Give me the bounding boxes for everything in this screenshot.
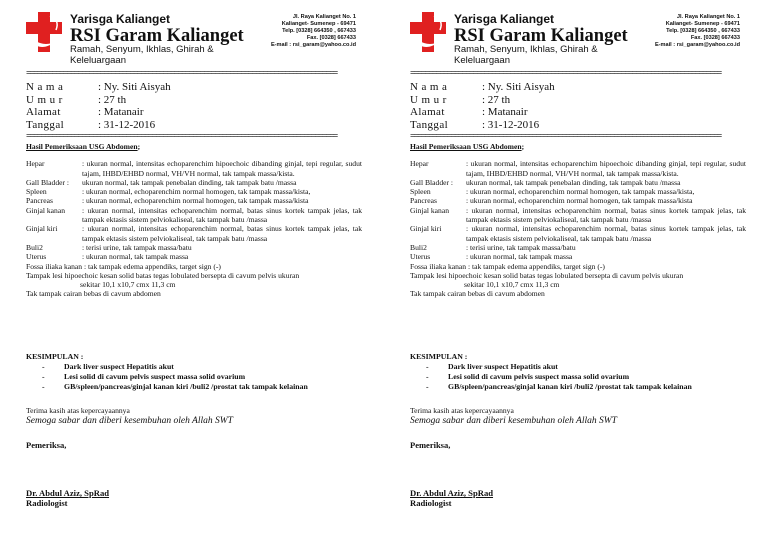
conclusion-title: KESIMPULAN : [26, 352, 84, 361]
finding-label: Ginjal kiri [26, 224, 58, 234]
hospital-name: RSI Garam Kalianget [454, 26, 628, 46]
patient-row-date [410, 119, 555, 132]
finding-row-ginjal-kiri [410, 224, 746, 243]
finding-value: : ukuran normal, echoparenchim normal homogen, tak tampak massa/kista [82, 196, 309, 206]
divider-rule: ==================================================================================== [410, 133, 721, 140]
conclusion-item: - Lesi solid di cavum pelvis suspect massa solid ovarium [42, 372, 246, 381]
doctor-role: Radiologist [26, 498, 68, 508]
patient-row-name [26, 81, 171, 94]
conclusion-item: - Dark liver suspect Hepatitis akut [42, 362, 174, 371]
finding-value: : ukuran normal, intensitas echoparenchim normal, batas sinus kortek tampak jelas, tak tampak ektasis sistem pelviokaliseal, tak tampak batu /massa [82, 205, 362, 225]
conclusion-item: - GB/spleen/pancreas/ginjal kanan kiri /buli2 /prostat tak tampak kelainan [42, 382, 308, 391]
finding-label: Hepar [26, 159, 45, 169]
conclusion-item: - Dark liver suspect Hepatitis akut [426, 362, 558, 371]
finding-row-gall-bladder [410, 178, 746, 187]
finding-value: : ukuran normal, intensitas echoparenchim normal, batas sinus kortek tampak jelas, tak tampak ektasis sistem pelviokaliseal, tak tampak batu /massa [466, 205, 746, 225]
fax-line: Fax. [0328] 667433 [690, 35, 740, 41]
patient-label: Alamat [410, 106, 445, 118]
finding-label: Hepar [410, 159, 429, 169]
finding-label: Buli2 [26, 242, 43, 252]
address-line: Kalianget- Sumenep - 69471 [665, 21, 740, 27]
patient-value: : Matanair [482, 106, 528, 118]
patient-row-name [410, 81, 555, 94]
exam-title-suffix: ; [521, 142, 525, 151]
patient-row-address [410, 106, 555, 119]
exam-title [26, 142, 362, 151]
finding-value: : ukuran normal, echoparenchim normal homogen, tak tampak massa/kista [466, 196, 693, 206]
conclusion-item-text: GB/spleen/pancreas/ginjal kanan kiri /buli2 /prostat tak tampak kelainan [448, 382, 692, 391]
finding-value: : terisi urine, tak tampak massa/batu [82, 242, 192, 252]
finding-label: Ginjal kiri [410, 224, 442, 234]
exam-title-text: Hasil Pemeriksaan USG Abdomen [26, 142, 138, 151]
finding-value: : ukuran normal, echoparenchim normal homogen, tak tampak massa/kista, [82, 187, 311, 197]
finding-fluid: Tak tampak cairan bebas di cavum abdomen [410, 289, 545, 299]
hospital-name: RSI Garam Kalianget [70, 26, 244, 46]
phone-line: Telp. [0328] 664350 , 667433 [282, 28, 356, 34]
patient-value: : Ny. Siti Aisyah [482, 81, 555, 93]
finding-value: : ukuran normal, intensitas echoparenchim hipoechoic dibanding ginjal, tepi regular, sudut tajam, IHBD/EHBD normal, VH/VH normal, tak tampak massa/kista. [82, 159, 362, 178]
exam-results [410, 142, 746, 299]
email-line: E-mail : rsi_garam@yahoo.co.id [270, 42, 356, 48]
finding-lesion: Tampak lesi hipoechoic kesan solid batas tegas lobulated bersepta di cavum pelvis ukuran [410, 270, 684, 280]
finding-row-ginjal-kanan [26, 206, 362, 225]
finding-lesion: Tampak lesi hipoechoic kesan solid batas tegas lobulated bersepta di cavum pelvis ukuran [26, 270, 300, 280]
patient-row-age [26, 94, 171, 107]
address-line: Kalianget- Sumenep - 69471 [281, 21, 356, 27]
finding-row-buli [410, 243, 746, 252]
finding-label: Pancreas [410, 196, 437, 206]
patient-label: N a m a [26, 81, 64, 93]
finding-row-uterus [410, 252, 746, 261]
hospital-address [590, 14, 740, 49]
finding-value: : ukuran normal, tak tampak massa [82, 252, 189, 262]
examiner-label: Pemeriksa, [410, 440, 451, 450]
patient-label: Tanggal [410, 118, 449, 131]
finding-row-pancreas [410, 196, 746, 205]
conclusion-item-text: Dark liver suspect Hepatitis akut [448, 362, 558, 371]
patient-label: U m u r [26, 93, 63, 106]
finding-value: : ukuran normal, intensitas echoparenchim normal, batas sinus kortek tampak jelas, tak tampak ektasis sistem pelviokaliseal, tak tampak batu /massa [466, 224, 746, 243]
finding-label: Gall Bladder : [26, 177, 70, 187]
address-line: Jl. Raya Kalianget No. 1 [676, 14, 740, 20]
finding-label: Pancreas [26, 196, 53, 206]
email-line: E-mail : rsi_garam@yahoo.co.id [654, 42, 740, 48]
finding-lesion-size: sekitar 10,1 x10,7 cmx 11,3 cm [80, 280, 176, 290]
hospital-tagline: Ramah, Senyum, Ikhlas, Ghirah & Keleluargaan [454, 44, 598, 66]
report-page-right [384, 0, 768, 543]
finding-label: Uterus [26, 252, 47, 262]
thanks-text: Terima kasih atas kepercayaannya [410, 406, 514, 415]
patient-row-age [410, 94, 555, 107]
finding-row-pancreas [26, 196, 362, 205]
finding-label: Buli2 [410, 242, 427, 252]
finding-label: Uterus [410, 252, 431, 262]
patient-label: Tanggal [26, 118, 65, 131]
finding-label: Ginjal kanan [26, 205, 66, 215]
finding-value: : terisi urine, tak tampak massa/batu [466, 242, 576, 252]
exam-title-suffix: ; [137, 142, 141, 151]
conclusion-item: - GB/spleen/pancreas/ginjal kanan kiri /buli2 /prostat tak tampak kelainan [426, 382, 692, 391]
finding-value: : ukuran normal, intensitas echoparenchim hipoechoic dibanding ginjal, tepi regular, sudut tajam, IHBD/EHBD normal, VH/VH normal, tak tampak massa/kista. [466, 159, 746, 178]
patient-value: : 31-12-2016 [482, 118, 540, 131]
finding-row-gall-bladder [26, 178, 362, 187]
finding-value: : ukuran normal, tak tampak massa [466, 252, 573, 262]
finding-value: ukuran normal, tak tampak penebalan dinding, tak tampak batu /massa [466, 177, 681, 187]
exam-title [410, 142, 746, 151]
patient-value: : 31-12-2016 [98, 118, 156, 131]
finding-row-uterus [26, 252, 362, 261]
exam-results [26, 142, 362, 299]
finding-value: ukuran normal, tak tampak penebalan dinding, tak tampak batu /massa [82, 177, 297, 187]
finding-lesion-size: sekitar 10,1 x10,7 cmx 11,3 cm [464, 280, 560, 290]
divider-rule: ==================================================================================== [26, 70, 337, 77]
doctor-role: Radiologist [410, 498, 452, 508]
address-line: Jl. Raya Kalianget No. 1 [292, 14, 356, 20]
wish-text: Semoga sabar dan diberi kesembuhan oleh Allah SWT [410, 416, 617, 426]
patient-info [26, 81, 171, 131]
finding-label: Spleen [410, 187, 431, 197]
wish-text: Semoga sabar dan diberi kesembuhan oleh Allah SWT [26, 416, 233, 426]
patient-value: : Matanair [98, 106, 144, 118]
conclusion-item-text: GB/spleen/pancreas/ginjal kanan kiri /buli2 /prostat tak tampak kelainan [64, 382, 308, 391]
organization-name: Yarisga Kalianget [70, 12, 171, 26]
conclusion-section [26, 352, 362, 392]
conclusion-title: KESIMPULAN : [410, 352, 468, 361]
patient-value: : Ny. Siti Aisyah [98, 81, 171, 93]
hospital-tagline: Ramah, Senyum, Ikhlas, Ghirah & Keleluargaan [70, 44, 214, 66]
thanks-text: Terima kasih atas kepercayaannya [26, 406, 130, 415]
patient-info [410, 81, 555, 131]
patient-value: : 27 th [98, 93, 127, 106]
conclusion-item-text: Lesi solid di cavum pelvis suspect massa solid ovarium [448, 372, 630, 381]
organization-name: Yarisga Kalianget [454, 12, 555, 26]
finding-row-ginjal-kiri [26, 224, 362, 243]
patient-label: N a m a [410, 81, 448, 93]
conclusion-item-text: Lesi solid di cavum pelvis suspect massa solid ovarium [64, 372, 246, 381]
finding-fossa: Fossa iliaka kanan : tak tampak edema appendiks, target sign (-) [410, 261, 605, 271]
finding-row-ginjal-kanan [410, 206, 746, 225]
divider-rule: ==================================================================================== [410, 70, 721, 77]
phone-line: Telp. [0328] 664350 , 667433 [666, 28, 740, 34]
finding-value: : ukuran normal, echoparenchim normal homogen, tak tampak massa/kista, [466, 187, 695, 197]
finding-row-hepar [410, 159, 746, 178]
patient-row-address [26, 106, 171, 119]
divider-rule: ==================================================================================== [26, 133, 337, 140]
finding-label: Ginjal kanan [410, 205, 450, 215]
finding-label: Spleen [26, 187, 47, 197]
finding-fluid: Tak tampak cairan bebas di cavum abdomen [26, 289, 161, 299]
hospital-address [206, 14, 356, 49]
red-cross-logo-icon [410, 10, 446, 54]
finding-label: Gall Bladder : [410, 177, 454, 187]
conclusion-item-text: Dark liver suspect Hepatitis akut [64, 362, 174, 371]
finding-fossa: Fossa iliaka kanan : tak tampak edema appendiks, target sign (-) [26, 261, 221, 271]
finding-row-hepar [26, 159, 362, 178]
finding-row-spleen [410, 187, 746, 196]
doctor-name: Dr. Abdul Aziz, SpRad [410, 488, 494, 498]
exam-title-text: Hasil Pemeriksaan USG Abdomen [410, 142, 522, 151]
patient-label: Alamat [26, 106, 61, 118]
patient-value: : 27 th [482, 93, 511, 106]
red-cross-logo-icon [26, 10, 62, 54]
doctor-name: Dr. Abdul Aziz, SpRad [26, 488, 110, 498]
conclusion-item: - Lesi solid di cavum pelvis suspect massa solid ovarium [426, 372, 630, 381]
examiner-label: Pemeriksa, [26, 440, 67, 450]
patient-label: U m u r [410, 93, 447, 106]
fax-line: Fax. [0328] 667433 [306, 35, 356, 41]
finding-row-buli [26, 243, 362, 252]
patient-row-date [26, 119, 171, 132]
finding-row-spleen [26, 187, 362, 196]
conclusion-section [410, 352, 746, 392]
finding-value: : ukuran normal, intensitas echoparenchim normal, batas sinus kortek tampak jelas, tak tampak ektasis sistem pelviokaliseal, tak tampak batu /massa [82, 224, 362, 243]
